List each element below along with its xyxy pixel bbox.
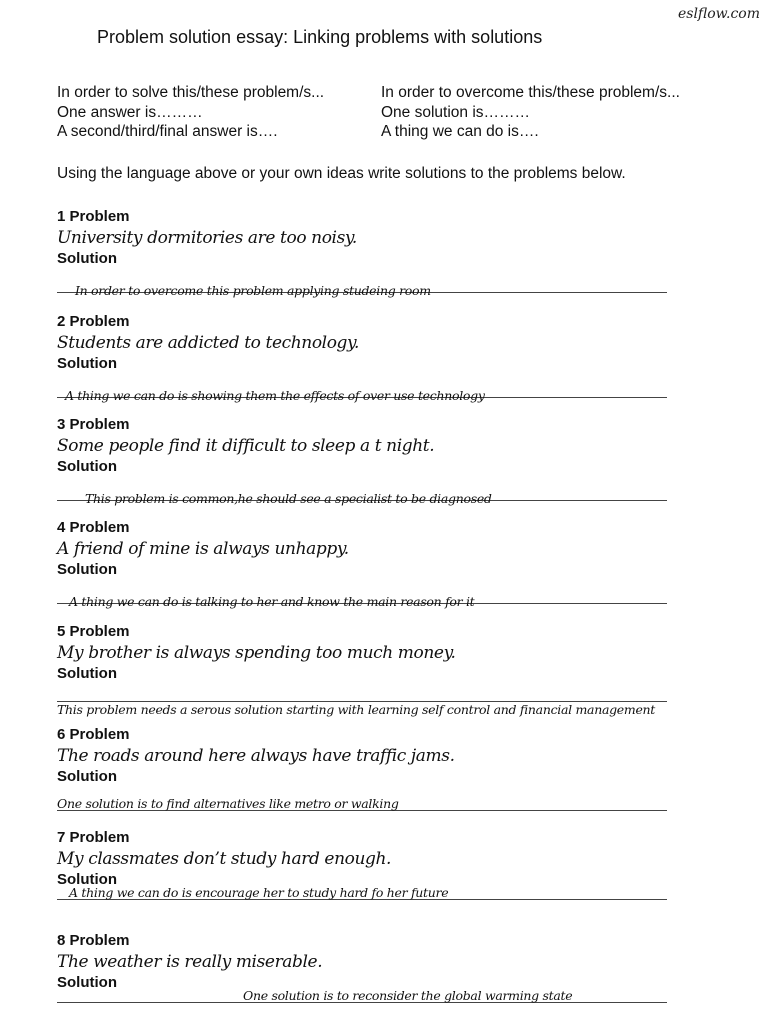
instruction-text: Using the language above or your own ideas write solutions to the problems below.: [57, 165, 626, 182]
problem-block-1: [57, 208, 667, 298]
answer-text: One solution is to find alternatives like metro or walking: [57, 796, 399, 811]
answer-line: [57, 476, 667, 506]
phrases-left-column: [57, 83, 381, 142]
answer-text: One solution is to reconsider the global warming state: [243, 988, 573, 1003]
problem-label: 4 Problem: [57, 519, 130, 536]
problem-text: A friend of mine is always unhappy.: [57, 539, 349, 559]
answer-line: [57, 786, 667, 811]
solution-label: Solution: [57, 250, 117, 267]
site-watermark: eslflow.com: [677, 6, 760, 22]
phrases-right-column: [381, 83, 757, 142]
phrase: One solution is………: [381, 103, 531, 121]
solution-label: Solution: [57, 768, 117, 785]
problem-label: 1 Problem: [57, 208, 130, 225]
problem-label: 6 Problem: [57, 726, 130, 743]
problem-block-4: [57, 519, 667, 609]
solution-label: Solution: [57, 561, 117, 578]
problem-block-5: [57, 623, 667, 717]
answer-text: In order to overcome this problem applying studeing room: [75, 283, 431, 298]
problem-label: 8 Problem: [57, 932, 130, 949]
answer-line: [57, 988, 667, 1003]
page-title: Problem solution essay: Linking problems with solutions: [97, 27, 543, 47]
problem-text: University dormitories are too noisy.: [57, 228, 357, 248]
answer-line: [57, 268, 667, 298]
problem-label: 3 Problem: [57, 416, 130, 433]
solution-label: Solution: [57, 458, 117, 475]
answer-line: [57, 885, 667, 900]
problem-text: My brother is always spending too much money.: [57, 643, 456, 663]
problem-label: 5 Problem: [57, 623, 130, 640]
solution-label: Solution: [57, 355, 117, 372]
problem-block-2: [57, 313, 667, 403]
problem-label: 2 Problem: [57, 313, 130, 330]
problem-block-7: [57, 829, 667, 900]
phrase: One answer is………: [57, 103, 203, 121]
phrase: In order to overcome this/these problem/s...: [381, 84, 680, 101]
answer-line: [57, 683, 667, 717]
phrase: In order to solve this/these problem/s...: [57, 84, 325, 101]
answer-text: A thing we can do is showing them the effects of over use technology: [65, 388, 485, 403]
problem-text: The roads around here always have traffic jams.: [57, 746, 455, 766]
phrase: A second/third/final answer is….: [57, 123, 278, 140]
phrase: A thing we can do is….: [381, 123, 539, 140]
problem-text: Students are addicted to technology.: [57, 333, 359, 353]
answer-line: [57, 579, 667, 609]
problem-text: The weather is really miserable.: [57, 952, 323, 972]
solution-label: Solution: [57, 974, 117, 991]
solution-label: Solution: [57, 665, 117, 682]
problem-label: 7 Problem: [57, 829, 130, 846]
answer-text: This problem is common,he should see a specialist to be diagnosed: [85, 491, 492, 506]
problem-text: Some people find it difficult to sleep a t night.: [57, 436, 435, 456]
problem-block-6: [57, 726, 667, 811]
linking-phrases: [57, 83, 757, 142]
problem-text: My classmates don’t study hard enough.: [57, 849, 392, 869]
answer-text: A thing we can do is encourage her to study hard fo her future: [69, 885, 449, 900]
answer-line: [57, 373, 667, 403]
answer-text: A thing we can do is talking to her and know the main reason for it: [69, 594, 475, 609]
solution-label: Solution: [57, 871, 117, 888]
problem-block-3: [57, 416, 667, 506]
answer-text: This problem needs a serous solution starting with learning self control and financial management: [57, 702, 656, 717]
problem-block-8: [57, 932, 667, 1003]
